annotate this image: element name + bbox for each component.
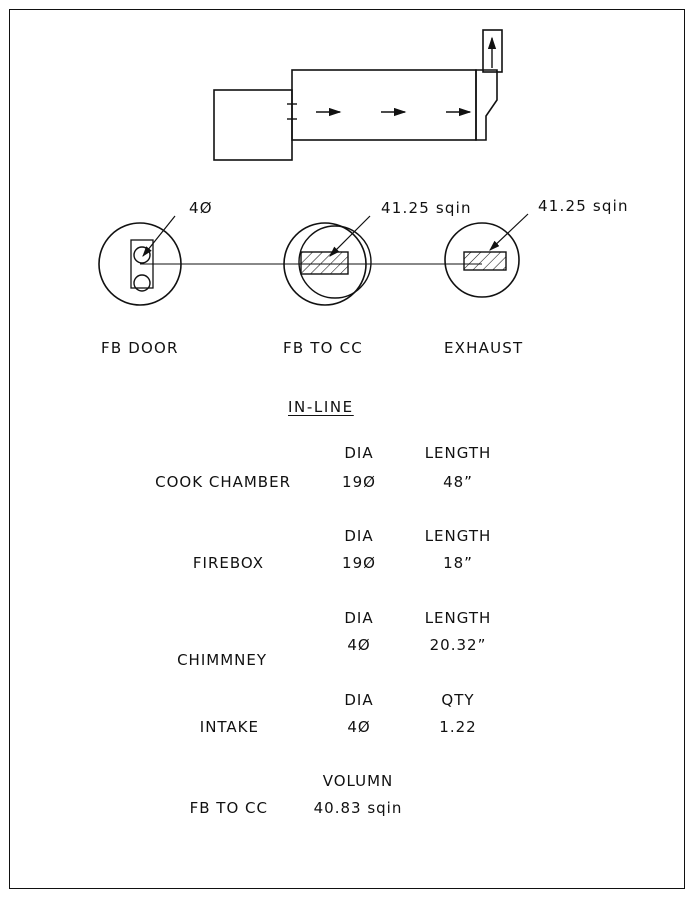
spec-col1-header-2: DIA [344, 609, 374, 627]
chimney-base-outline [476, 70, 497, 140]
spec-row-name-1: FIREBOX [192, 554, 264, 572]
spec-col2-value-1: 18” [443, 554, 473, 572]
section-label-exhaust [444, 339, 523, 357]
spec-col2-value-2: 20.32” [429, 636, 487, 654]
spec-col1-header-3: DIA [344, 691, 374, 709]
cook-chamber-outline [292, 70, 476, 140]
section-label-fb-door-text: FB DOOR [101, 339, 179, 357]
section-label-exhaust-text: EXHAUST [444, 339, 524, 357]
section-label-fb-to-cc-text: FB TO CC [283, 339, 363, 357]
spec-row-name-3: INTAKE [199, 718, 259, 736]
spec-col1-value-3: 4Ø [347, 718, 371, 736]
spec-col2-header-2: LENGTH [424, 609, 492, 627]
section-label-fb-to-cc [283, 339, 363, 357]
spec-col1-header-4: VOLUMN [322, 772, 394, 790]
spec-col1-value-4: 40.83 sqin [313, 799, 403, 817]
spec-row-name-4: FB TO CC [189, 799, 268, 817]
exhaust-opening [464, 252, 506, 270]
exhaust-leader [490, 214, 528, 250]
callout-exhaust: 41.25 sqin [538, 197, 629, 215]
spec-col1-value-1: 19Ø [342, 554, 376, 572]
firebox-outline [214, 90, 292, 160]
spec-col1-header-1: DIA [344, 527, 374, 545]
section-views-row [99, 214, 528, 305]
top-elevation-view [214, 30, 502, 160]
spec-col2-value-3: 1.22 [439, 718, 477, 736]
spec-row-name-2: CHIMMNEY [177, 651, 267, 669]
callout-fb-to-cc: 41.25 sqin [381, 199, 472, 217]
callout-fb-door: 4Ø [189, 199, 213, 217]
section-label-fb-door [101, 339, 179, 357]
fb-to-cc-opening [301, 252, 348, 274]
spec-col2-header-0: LENGTH [424, 444, 492, 462]
spec-col2-header-1: LENGTH [424, 527, 492, 545]
drawing-title: IN-LINE [288, 398, 354, 416]
spec-col2-value-0: 48” [443, 473, 473, 491]
spec-col2-header-3: QTY [441, 691, 475, 709]
spec-row-name-0: COOK CHAMBER [155, 473, 291, 491]
spec-col1-value-2: 4Ø [347, 636, 371, 654]
spec-col1-header-0: DIA [344, 444, 374, 462]
spec-col1-value-0: 19Ø [342, 473, 376, 491]
